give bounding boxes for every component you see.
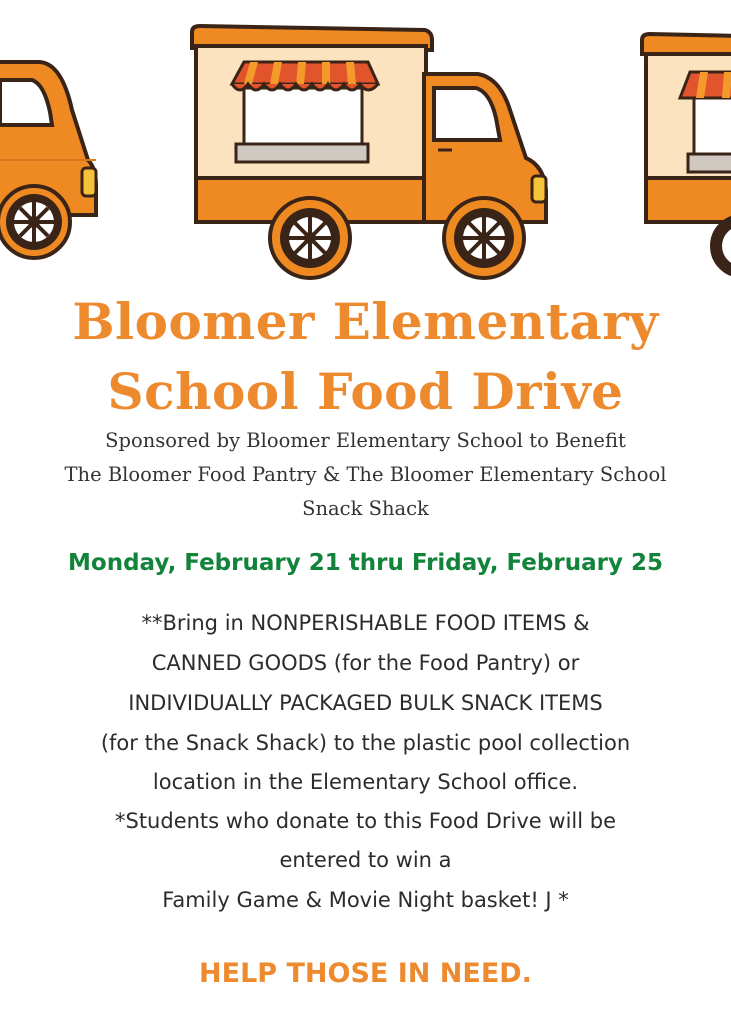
body-line: *Students who donate to this Food Drive will be: [114, 809, 617, 833]
body-line: **Bring in NONPERISHABLE FOOD ITEMS &: [141, 611, 590, 635]
body-line: (for the Snack Shack) to the plastic pool collection: [100, 731, 631, 755]
subtitle-line-1: Sponsored by Bloomer Elementary School to Benefit: [105, 429, 626, 452]
subtitle-line-2: The Bloomer Food Pantry & The Bloomer Elementary School: [64, 463, 667, 486]
body-line: CANNED GOODS (for the Food Pantry) or: [151, 651, 580, 675]
food-truck-icon: [642, 34, 731, 276]
event-dates: Monday, February 21 thru Friday, February 25: [68, 550, 663, 576]
food-truck-icon: [0, 62, 96, 258]
food-truck-icon: [192, 26, 546, 278]
food-trucks-illustration: [0, 0, 731, 285]
body-line: INDIVIDUALLY PACKAGED BULK SNACK ITEMS: [128, 691, 603, 715]
page-title-line-2: School Food Drive: [107, 362, 624, 421]
body-line: entered to win a: [279, 848, 452, 872]
body-line: Family Game & Movie Night basket! J *: [162, 888, 569, 912]
body-line: location in the Elementary School office.: [152, 770, 579, 794]
page-title-line-1: Bloomer Elementary: [72, 292, 659, 351]
call-to-action: HELP THOSE IN NEED.: [199, 958, 532, 989]
subtitle-line-3: Snack Shack: [302, 497, 429, 520]
